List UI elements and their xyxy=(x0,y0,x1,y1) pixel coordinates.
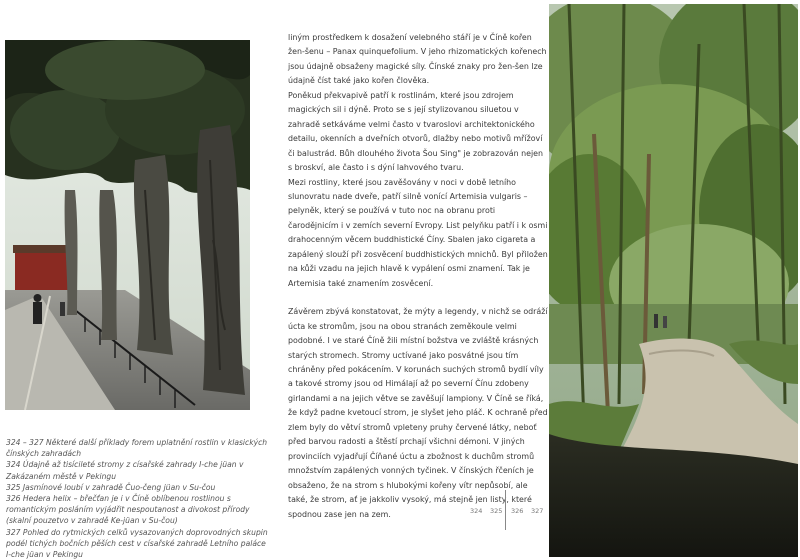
page-number: 326 xyxy=(511,507,524,515)
photo-bamboo-path-image xyxy=(549,4,798,557)
photo-ancient-trees-image xyxy=(5,40,250,410)
body-paragraph: Mezi rostliny, které jsou zavěšovány v noci v době letního slunovratu nade dveře, patří silně vonící Artemisia vulgaris – pelyněk, který se používá v tuto noc na obranu proti čarodějnicím i v zemích severní Evropy. List pelyňku patří i k osmi drahocenným věcem buddhistické Číny. Sbalen jako cigareta a zapálený slouží při zosvěcení buddhistických mnichů. Byl přiložen na kůži vzadu na jejich hlavě k vypálení osmi znamení. Tak je Artemisia také znamením zosvěcení. xyxy=(288,177,548,288)
page-number: 327 xyxy=(531,507,544,515)
photo-ancient-trees xyxy=(5,40,250,410)
body-paragraph: liným prostředkem k dosažení velebného stáří je v Číně kořen žen-šenu – Panax quinquefolium. V jeho rhizomatických kořenech jsou údajně obsaženy magické síly. Čínské znaky pro žen-šen lze údajně číst také jako kořen člověka. xyxy=(288,33,547,86)
caption-324: 324 Údajně až tisícileté stromy z císařské zahrady I-che jüan v Zakázaném městě v Pekingu xyxy=(6,460,244,481)
body-text-column xyxy=(288,31,548,522)
caption-327: 327 Pohled do rytmických celků vysazovaných doprovodných skupin podél tichých bočních pěších cest v císařské zahradě Letního paláce I-che jüan v Pekingu xyxy=(6,527,268,560)
photo-bamboo-path xyxy=(549,4,798,557)
page-number: 324 xyxy=(470,507,483,515)
photo-captions xyxy=(6,437,268,560)
page-number: 325 xyxy=(490,507,503,515)
caption-326: 326 Hedera helix – břečťan je i v Číně oblíbenou rostlinou s romantickým posláním vyjádřit nespoutanost a divokost přírody (skalní pouzetvo v zahradě Ke-jüan v Su-čou) xyxy=(6,494,250,526)
caption-intro: 324 – 327 Některé další příklady forem uplatnění rostlin v klasických čínských zahradách xyxy=(6,438,268,459)
caption-325: 325 Jasmínové loubí v zahradě Čuo-čeng jüan v Su-čou xyxy=(6,482,216,492)
page-number-divider xyxy=(505,490,506,530)
body-paragraph: Závěrem zbývá konstatovat, že mýty a legendy, v nichž se odráží úcta ke stromům, jsou na obou stranách zeměkoule velmi podobné. I ve staré Číně žili místní božstva ve zvláště krásných starých stromech. Stromy uctívané jako posvátné jsou tím chráněny před pokácením. V korunách suchých stromů bydlí víly a takové stromy jsou od Himálají až po severní Čínu zdobeny girlandami a na jejich větve se zavěšují lampiony. V Číně se říká, že když padne kvetoucí strom, je slyšet jeho pláč. K ochraně před zlem byly do větví stromů vpleteny pruhy červené látky, neboť před barvou radosti a štěstí prchají všichni démoni. V jiných provinciích vyjadřují Číňané úctu a zbožnost k duchům stromů množstvím zapálených vonných tyčinek. V čínských řčeních je obsaženo, že na strom s hlubokými kořeny vítr nepůsobí, ale také, že strom, ať je jakkoliv vysoký, má stejně jen listy, které spodnou zase jen na zem. xyxy=(288,307,548,519)
body-paragraph: Poněkud překvapivě patří k rostlinám, které jsou zdrojem magických sil i dýně. Proto se s její stylizovanou siluetou v zahradě setkáváme velmi často v tvaroslovi architektonického detailu, okenních a dveřních otvorů, dlažby nebo motivů mřížoví či balustrád. Bůh dlouhého života Šou Sing" je zobrazován nejen s broskví, ale často i s dýní lahvového tvaru. xyxy=(288,90,543,173)
